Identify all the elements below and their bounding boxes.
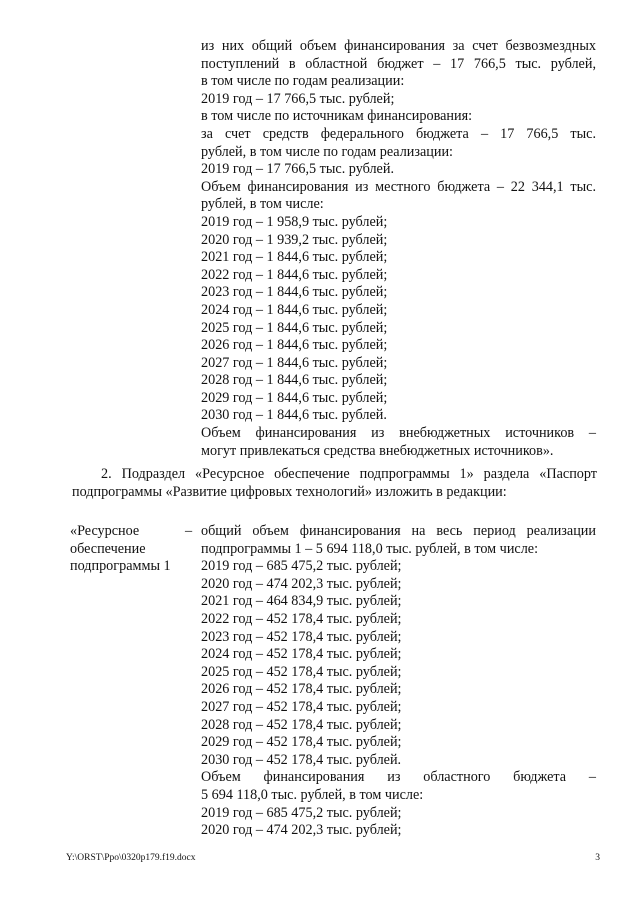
- label-dash: –: [185, 523, 193, 539]
- text-line: 2022 год – 1 844,6 тыс. рублей;: [201, 266, 388, 283]
- text-line: Объем финансирования из местного бюджета – 22 344,1 тыс.: [201, 178, 596, 195]
- paragraph-2: [72, 466, 597, 501]
- text-line: 2019 год – 1 958,9 тыс. рублей;: [201, 213, 388, 230]
- paragraph-2-line-1: 2. Подраздел «Ресурсное обеспечение подпрограммы 1» раздела «Паспорт: [101, 466, 597, 482]
- resource-provision-block: [201, 523, 596, 840]
- text-line: 2025 год – 1 844,6 тыс. рублей;: [201, 319, 388, 336]
- text-line: рублей, в том числе:: [201, 196, 324, 213]
- section-label-line-3: подпрограммы 1: [70, 558, 171, 575]
- text-line: 2020 год – 474 202,3 тыс. рублей;: [201, 575, 402, 592]
- text-line: из них общий объем финансирования за счет безвозмездных: [201, 38, 596, 54]
- text-line: 2019 год – 17 766,5 тыс. рублей.: [201, 161, 394, 178]
- text-line: общий объем финансирования на весь период реализации: [201, 523, 596, 539]
- text-line: подпрограммы 1 – 5 694 118,0 тыс. рублей, в том числе:: [201, 540, 539, 557]
- text-line: за счет средств федерального бюджета – 17 766,5 тыс.: [201, 125, 596, 142]
- text-line: 2023 год – 1 844,6 тыс. рублей;: [201, 284, 388, 301]
- page-footer: [66, 853, 600, 863]
- text-line: 2019 год – 17 766,5 тыс. рублей;: [201, 90, 395, 107]
- text-line: в том числе по годам реализации:: [201, 73, 405, 90]
- text-line: 2026 год – 452 178,4 тыс. рублей;: [201, 681, 402, 698]
- text-line: 5 694 118,0 тыс. рублей, в том числе:: [201, 786, 424, 803]
- text-line: 2024 год – 452 178,4 тыс. рублей;: [201, 646, 402, 663]
- text-line: 2023 год – 452 178,4 тыс. рублей;: [201, 628, 402, 645]
- text-line: поступлений в областной бюджет – 17 766,5 тыс. рублей,: [201, 55, 596, 72]
- text-line: 2028 год – 1 844,6 тыс. рублей;: [201, 372, 388, 389]
- text-line: 2027 год – 452 178,4 тыс. рублей;: [201, 698, 402, 715]
- text-line: 2020 год – 1 939,2 тыс. рублей;: [201, 231, 388, 248]
- text-line: 2019 год – 685 475,2 тыс. рублей;: [201, 804, 402, 821]
- text-line: 2026 год – 1 844,6 тыс. рублей;: [201, 337, 388, 354]
- text-line: 2021 год – 464 834,9 тыс. рублей;: [201, 593, 402, 610]
- paragraph-2-line-2: подпрограммы «Развитие цифровых технологий» изложить в редакции:: [72, 483, 507, 500]
- text-line: 2029 год – 452 178,4 тыс. рублей;: [201, 734, 402, 751]
- text-line: 2024 год – 1 844,6 тыс. рублей;: [201, 301, 388, 318]
- financing-continuation-block: [201, 38, 596, 460]
- text-line: 2028 год – 452 178,4 тыс. рублей;: [201, 716, 402, 733]
- text-line: 2030 год – 452 178,4 тыс. рублей.: [201, 751, 402, 768]
- text-line: рублей, в том числе по годам реализации:: [201, 143, 453, 160]
- file-path: Y:\ORST\Ppo\0320p179.f19.docx: [66, 853, 196, 863]
- section-label-line-2: обеспечение: [70, 540, 146, 557]
- text-line: Объем финансирования из внебюджетных источников –: [201, 425, 596, 442]
- section-label-line-1: «Ресурсное: [70, 523, 140, 539]
- text-line: 2020 год – 474 202,3 тыс. рублей;: [201, 822, 402, 839]
- text-line: 2029 год – 1 844,6 тыс. рублей;: [201, 389, 388, 406]
- text-line: 2025 год – 452 178,4 тыс. рублей;: [201, 663, 402, 680]
- text-line: 2022 год – 452 178,4 тыс. рублей;: [201, 610, 402, 627]
- page-number: 3: [595, 853, 600, 863]
- text-line: 2021 год – 1 844,6 тыс. рублей;: [201, 249, 388, 266]
- text-line: 2030 год – 1 844,6 тыс. рублей.: [201, 407, 387, 424]
- text-line: Объем финансирования из областного бюджета –: [201, 769, 596, 786]
- text-line: могут привлекаться средства внебюджетных источников».: [201, 442, 554, 459]
- text-line: 2019 год – 685 475,2 тыс. рублей;: [201, 558, 402, 575]
- section-label: [70, 523, 193, 576]
- text-line: 2027 год – 1 844,6 тыс. рублей;: [201, 354, 388, 371]
- text-line: в том числе по источникам финансирования:: [201, 108, 473, 125]
